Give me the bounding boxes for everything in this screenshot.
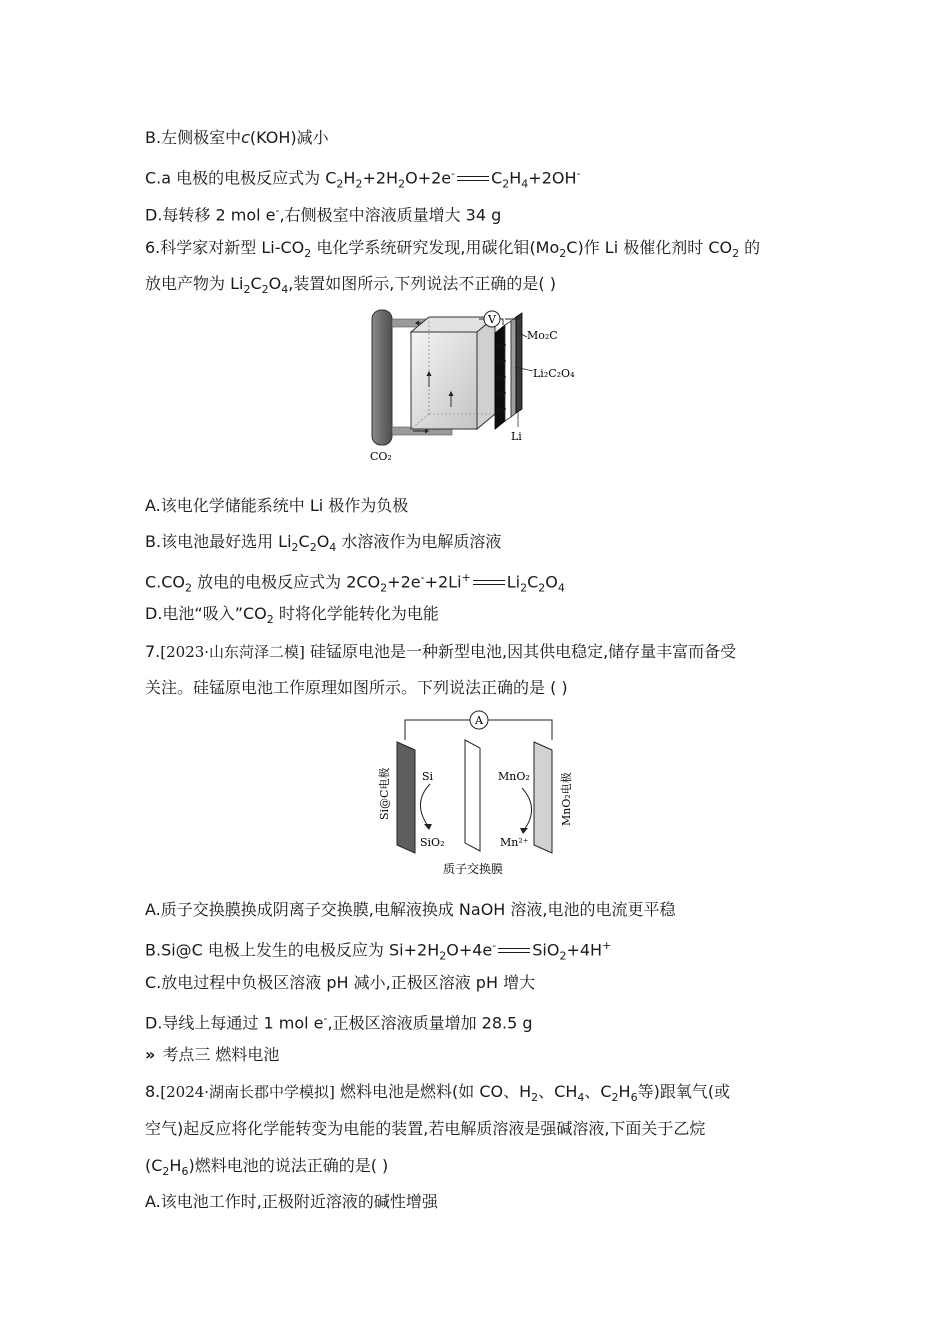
li-co2-battery-figure xyxy=(365,305,590,470)
si-c-electrode xyxy=(397,742,415,853)
q7-stem-line2: 关注。硅锰原电池工作原理如图所示。下列说法正确的是 ( ) xyxy=(145,678,568,697)
q6-option-d: D.电池“吸入$”CO_2$ 时将化学能转化为电能 xyxy=(145,604,439,627)
q5-option-b: B.左侧极室中c(KOH)减小 xyxy=(145,128,329,147)
voltmeter-label: V xyxy=(488,313,496,326)
q8-stem-line3: $(C_2H_6)$燃料电池的说法正确的是( ) xyxy=(145,1156,389,1179)
section-title: 考点三 燃料电池 xyxy=(162,1045,280,1064)
cell-box-side xyxy=(477,317,495,429)
si-label: Si xyxy=(422,770,434,783)
li-electrode xyxy=(516,313,522,413)
si-mn-battery-figure xyxy=(372,708,592,883)
membrane-label: 质子交换膜 xyxy=(442,862,504,876)
co2-column xyxy=(372,310,392,445)
li2c2o4-label: Li₂C₂O₄ xyxy=(533,367,575,380)
q6-option-a: A.该电化学储能系统中 Li 极作为负极 xyxy=(145,496,409,515)
mno2-electrode-label: MnO₂电极 xyxy=(560,772,573,826)
mno2-electrode xyxy=(534,742,552,853)
cell-box-front xyxy=(411,332,477,429)
q5-option-d: D.每转移 2 mol e-,右侧极室中溶液质量增大 34 g xyxy=(145,204,502,225)
equal-sign xyxy=(496,946,532,956)
q6-option-b: B.该电池最好选用 $Li_2C_2O_4$ 水溶液作为电解质溶液 xyxy=(145,532,502,555)
q7-option-d: D.导线上每通过 1 mol e-,正极区溶液质量增加 28.5 g xyxy=(145,1012,533,1033)
proton-exchange-membrane xyxy=(465,740,480,851)
equal-sign xyxy=(455,174,491,184)
sio2-label: SiO₂ xyxy=(420,836,445,849)
q7-source: [2023·山东菏泽二模] xyxy=(160,643,305,661)
q5-option-c: C.a 电极的电极反应式为 $C_2H_2+2H_2O+2e^-$ $C_2H_4+2OH^-$ xyxy=(145,167,581,191)
q7-option-b: B.Si@C 电极上发生的电极反应为 $Si+2H_2O+4e^-$ SiO$_2$+4H+ xyxy=(145,939,612,963)
q8-option-a: A.该电池工作时,正极附近溶液的碱性增强 xyxy=(145,1192,438,1211)
q8-stem-line2: 空气)起反应将化学能转变为电能的装置,若电解质溶液是强碱溶液,下面关于乙烷 xyxy=(145,1119,706,1138)
si-to-sio2-arrow xyxy=(420,784,430,826)
separator xyxy=(505,321,511,421)
q8-source: [2024·湖南长郡中学模拟] xyxy=(160,1083,335,1101)
si-c-electrode-label: Si@C电极 xyxy=(378,767,391,820)
q6-option-c: $C.CO_2$ 放电的电极反应式为 $2CO_2+2e^-+2Li^+$ $Li_2C_2O_4$ xyxy=(145,571,565,595)
q7-stem-line1: 7.[2023·山东菏泽二模] 硅锰原电池是一种新型电池,因其供电稳定,储存量丰富而备受 xyxy=(145,642,737,661)
q7-option-a: A.质子交换膜换成阴离子交换膜,电解液换成 NaOH 溶液,电池的电流更平稳 xyxy=(145,900,676,919)
q6-stem-line1: 6.科学家对新型 $Li-CO_2$ 电化学系统研究发现,用碳化钼$(Mo_2C)$作 Li 极催化剂时 $CO_2$ 的 xyxy=(145,238,761,261)
mno2-label: MnO₂ xyxy=(498,770,530,783)
mn2-label: Mn²⁺ xyxy=(500,836,529,849)
double-chevron-icon: » xyxy=(145,1045,153,1064)
q6-stem-line2: 放电产物为 $Li_2C_2O_4$,装置如图所示,下列说法不正确的是( ) xyxy=(145,274,556,297)
q8-stem-line1: 8.[2024·湖南长郡中学模拟] 燃料电池是燃料(如 CO、$H_2$、$CH_4$、$C_2H_6$等)跟氧气(或 xyxy=(145,1082,731,1105)
ammeter-label: A xyxy=(475,714,483,727)
li-label: Li xyxy=(511,430,522,443)
mo2c-label: Mo₂C xyxy=(527,329,558,342)
q7-option-c: C.放电过程中负极区溶液 pH 减小,正极区溶液 pH 增大 xyxy=(145,973,536,992)
equal-sign xyxy=(471,578,507,588)
section-heading xyxy=(145,1045,279,1065)
co2-label: CO₂ xyxy=(370,450,392,463)
mno2-to-mn2-arrow xyxy=(522,788,532,830)
